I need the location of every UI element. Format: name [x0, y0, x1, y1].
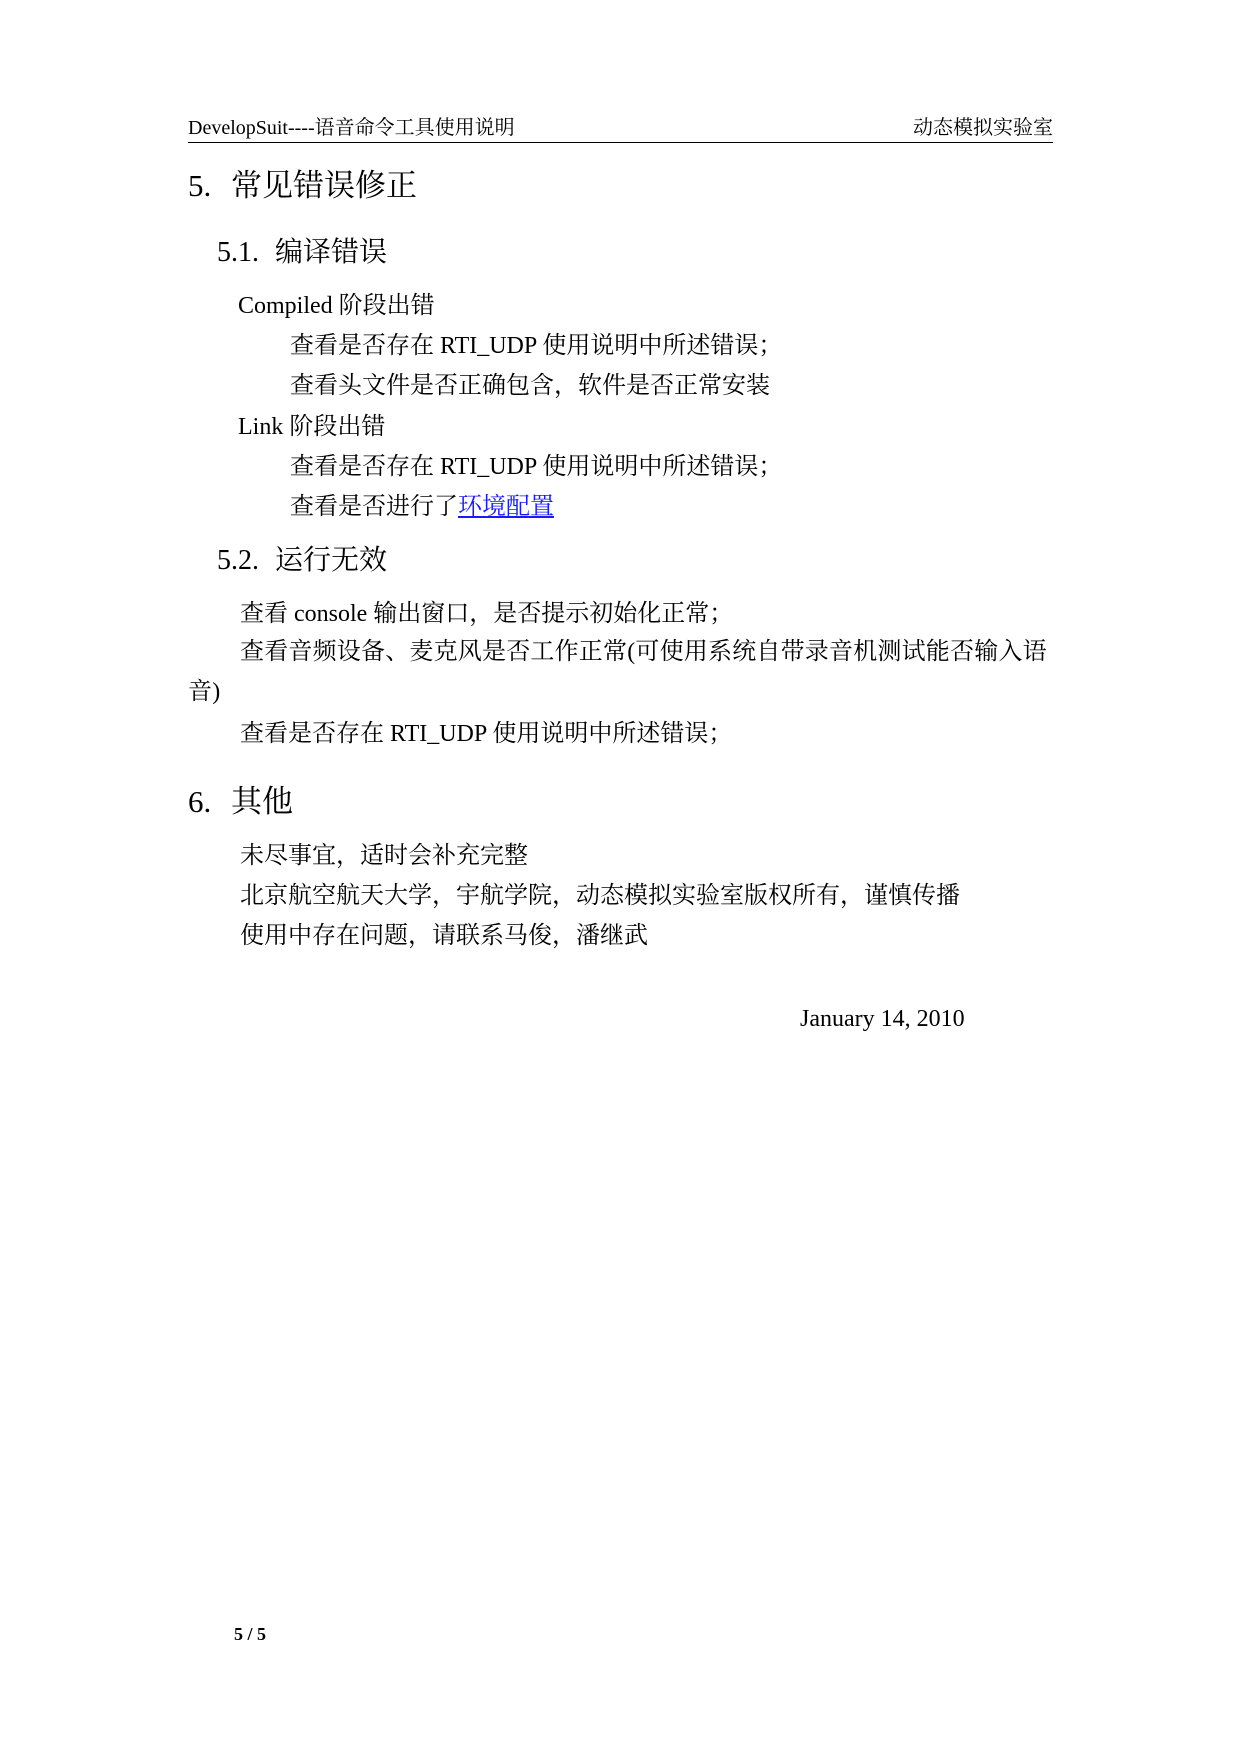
section-5-2-title: 运行无效	[275, 545, 388, 576]
link-item-2	[290, 491, 554, 523]
link-item-1: 查看是否存在 RTI_UDP 使用说明中所述错误；	[290, 454, 783, 480]
page-header	[188, 114, 1053, 143]
document-date: January 14, 2010	[800, 1006, 965, 1032]
compiled-item-1: 查看是否存在 RTI_UDP 使用说明中所述错误；	[290, 333, 783, 359]
other-line-3: 使用中存在问题，请联系马俊，潘继武	[240, 923, 648, 949]
link-stage-label: Link 阶段出错	[238, 414, 386, 440]
other-line-1: 未尽事宜，适时会补充完整	[240, 843, 528, 869]
section-5-1-title: 编译错误	[275, 237, 388, 268]
section-5-2-heading	[217, 543, 387, 579]
compiled-stage-label: Compiled 阶段出错	[238, 293, 435, 319]
header-title: DevelopSuit----语音命令工具使用说明	[188, 117, 515, 139]
section-5-heading	[188, 166, 417, 206]
section-5-2-number: 5.2.	[217, 545, 259, 576]
section-5-1-number: 5.1.	[217, 237, 259, 268]
compiled-item-2: 查看头文件是否正确包含，软件是否正常安装	[290, 373, 770, 399]
section-6-number: 6.	[188, 784, 212, 819]
header-lab-name: 动态模拟实验室	[913, 117, 1053, 139]
section-5-1-heading	[217, 235, 387, 271]
section-6-title: 其他	[231, 784, 293, 819]
section-6-heading	[188, 782, 293, 822]
environment-config-link[interactable]: 环境配置	[458, 494, 554, 520]
section-5-title: 常见错误修正	[231, 168, 417, 203]
runtime-item-2: 查看音频设备、麦克风是否工作正常(可使用系统自带录音机测试能否输入语音)	[188, 639, 1047, 705]
link-item-2-text: 查看是否进行了	[290, 494, 458, 520]
runtime-item-1: 查看 console 输出窗口，是否提示初始化正常；	[240, 601, 734, 627]
page-number: 5 / 5	[234, 1624, 267, 1644]
runtime-item-3: 查看是否存在 RTI_UDP 使用说明中所述错误；	[240, 721, 733, 747]
other-line-2: 北京航空航天大学，宇航学院，动态模拟实验室版权所有，谨慎传播	[240, 883, 960, 909]
section-5-number: 5.	[188, 168, 212, 203]
